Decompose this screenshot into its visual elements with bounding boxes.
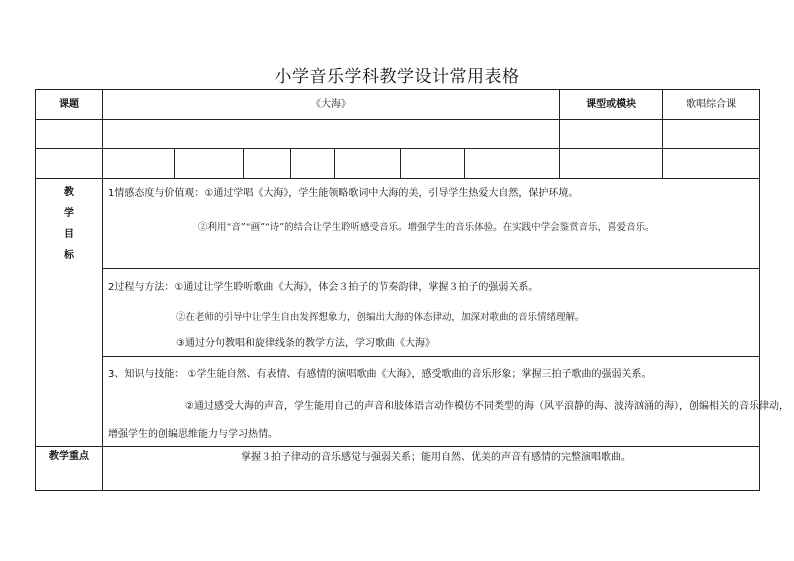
objectives-label-char: 目 [64, 228, 74, 240]
objectives-row-3 [36, 357, 760, 447]
empty-cell [244, 149, 291, 179]
empty-cell [36, 120, 103, 149]
objectives-label-char: 教 [64, 186, 74, 198]
empty-cell [103, 120, 560, 149]
empty-cell [335, 149, 401, 179]
empty-cell [663, 120, 760, 149]
objective-line: ②通过感受大海的声音，学生能用自己的声音和肢体语言动作模仿不同类型的海（风平浪静的海、波涛汹涌的海），创编相关的音乐律动， [185, 401, 789, 412]
key-point-text: 掌握３拍子律动的音乐感觉与强弱关系；能用自然、优美的声音有感情的完整演唱歌曲。 [241, 452, 631, 463]
objectives-label-cell [36, 179, 103, 447]
objective-line: 增强学生的创编思维能力与学习热情。 [108, 429, 278, 440]
type-label: 课型或模块 [560, 90, 663, 120]
affective-objective-cell [103, 179, 760, 269]
empty-cell [560, 120, 663, 149]
empty-cell [560, 149, 663, 179]
topic-label: 课题 [36, 90, 103, 120]
process-objective-cell [103, 269, 760, 357]
empty-cell [291, 149, 335, 179]
objective-line: ②利用“音”“画”“诗”的结合让学生聆听感受音乐。增强学生的音乐体验。在实践中学会鉴赏音乐，喜爱音乐。 [198, 222, 655, 233]
type-value: 歌唱综合课 [663, 90, 760, 120]
objective-line: 1情感态度与价值观：①通过学唱《大海》，学生能领略歌词中大海的美，引导学生热爱大自然，保护环境。 [108, 188, 579, 199]
objectives-label-char: 标 [64, 249, 74, 261]
objective-line: ②在老师的引导中让学生自由发挥想象力，创编出大海的体态律动，加深对歌曲的音乐情绪理解。 [176, 312, 585, 323]
empty-cell [465, 149, 560, 179]
empty-cell [36, 149, 103, 179]
empty-cell [103, 149, 175, 179]
empty-cell [401, 149, 465, 179]
header-row [36, 90, 760, 120]
empty-row [36, 120, 760, 149]
objectives-label-char: 学 [64, 207, 74, 219]
document-title: 小学音乐学科教学设计常用表格 [274, 67, 520, 87]
empty-cell [663, 149, 760, 179]
knowledge-objective-cell [103, 357, 789, 447]
objectives-row-2 [36, 269, 760, 357]
empty-cell [175, 149, 244, 179]
key-point-cell [103, 447, 760, 491]
key-point-row [36, 447, 760, 491]
objective-line: 3、知识与技能： ①学生能自然、有表情、有感情的演唱歌曲《大海》，感受歌曲的音乐形象；掌握三拍子歌曲的强弱关系。 [108, 369, 652, 380]
key-point-label: 教学重点 [36, 447, 103, 491]
lesson-design-table [35, 89, 789, 491]
objectives-row-1 [36, 179, 760, 269]
topic-value: 《大海》 [103, 90, 560, 120]
objective-line: ③通过分句教唱和旋律线条的教学方法，学习歌曲《大海》 [176, 338, 435, 349]
empty-row [36, 149, 760, 179]
objective-line: 2过程与方法：①通过让学生聆听歌曲《大海》，体会３拍子的节奏韵律，掌握３拍子的强弱关系。 [108, 282, 539, 293]
